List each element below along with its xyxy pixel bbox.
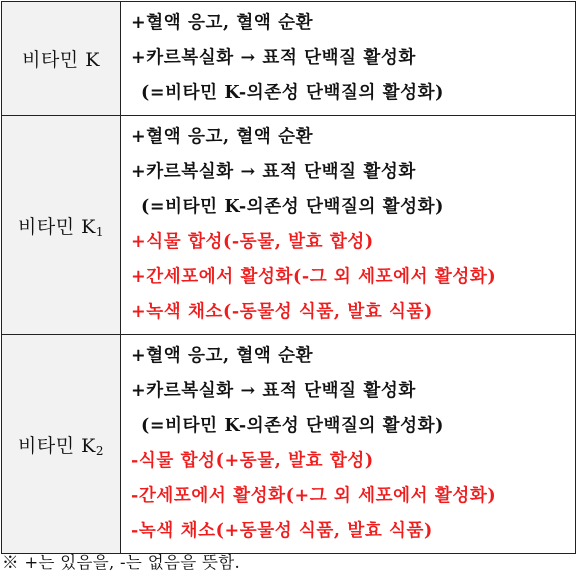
vitamin-name-cell	[2, 2, 121, 116]
description-line: +혈액 응고, 혈액 순환	[131, 13, 314, 33]
table-row-vitamin-k1	[2, 116, 576, 335]
vitamin-name: 비타민 K	[18, 215, 96, 238]
vitamin-name: 비타민 K	[22, 49, 100, 71]
difference-line: -간세포에서 활성화(+그 외 세포에서 활성화)	[131, 486, 497, 506]
description-line: (=비타민 K-의존성 단백질의 활성화)	[141, 197, 445, 217]
difference-line: +간세포에서 활성화(-그 외 세포에서 활성화)	[131, 267, 497, 287]
description-line: +혈액 응고, 혈액 순환	[131, 127, 314, 147]
table-row-vitamin-k2	[2, 335, 576, 554]
table-row-vitamin-k	[2, 2, 576, 116]
vitamin-name-cell	[2, 335, 121, 554]
description-line: +혈액 응고, 혈액 순환	[131, 346, 314, 366]
difference-line: -녹색 채소(+동물성 식품, 발효 식품)	[131, 521, 433, 541]
difference-line: +녹색 채소(-동물성 식품, 발효 식품)	[131, 302, 433, 322]
description-line: +카르복실화 → 표적 단백질 활성화	[131, 381, 416, 401]
table-body	[2, 2, 576, 554]
difference-line: -식물 합성(+동물, 발효 합성)	[131, 451, 374, 471]
vitamin-name: 비타민 K	[18, 434, 96, 457]
vitamin-description-cell	[121, 335, 576, 554]
description-line: (=비타민 K-의존성 단백질의 활성화)	[141, 416, 445, 436]
vitamin-description-cell	[121, 2, 576, 116]
description-line: (=비타민 K-의존성 단백질의 활성화)	[141, 83, 445, 103]
vitamin-description-cell	[121, 116, 576, 335]
description-line: +카르복실화 → 표적 단백질 활성화	[131, 48, 416, 68]
vitamin-subscript: 1	[95, 224, 104, 239]
difference-line: +식물 합성(-동물, 발효 합성)	[131, 232, 374, 252]
description-line: +카르복실화 → 표적 단백질 활성화	[131, 162, 416, 182]
vitamin-subscript: 2	[95, 443, 104, 458]
vitamin-k-comparison-table	[1, 1, 576, 554]
vitamin-name-cell	[2, 116, 121, 335]
footnote: ※ +는 있음을, -는 없음을 뜻함.	[2, 553, 241, 572]
